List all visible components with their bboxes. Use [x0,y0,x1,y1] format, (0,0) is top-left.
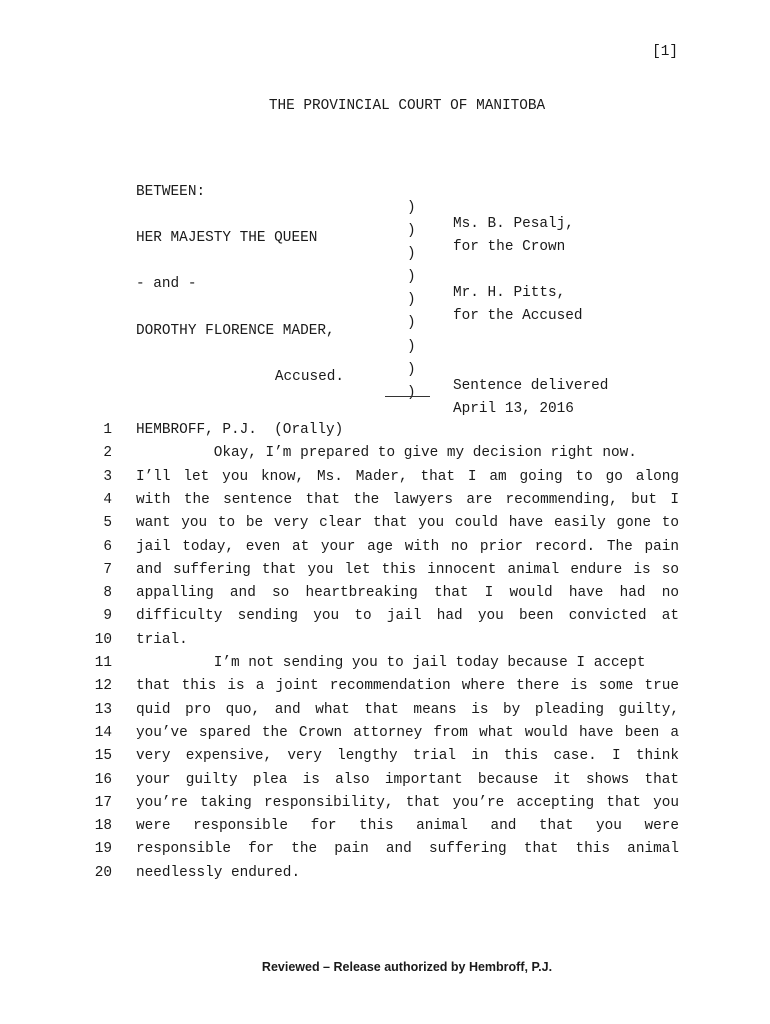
transcript-line [0,539,770,562]
accused-label: Accused. [274,369,344,385]
counsel-label: for the Accused [453,308,583,324]
line-number: 16 [94,771,112,788]
party-label: HER MAJESTY THE QUEEN [136,230,318,246]
line-text: I’ll let you know, Ms. Mader, that I am going to go along [136,468,679,485]
transcript-line [0,725,770,748]
transcript-line [0,655,770,678]
caption-paren: ) [407,292,416,308]
counsel-label: Mr. H. Pitts, [453,285,566,301]
line-number: 13 [94,701,112,718]
line-text: and suffering that you let this innocent animal endure is so [136,561,679,578]
line-number: 2 [103,445,112,462]
party-label: BETWEEN: [136,184,206,200]
caption-paren: ) [407,200,416,216]
transcript-line [0,585,770,608]
party-label: - and - [136,276,197,292]
line-text: I’m not sending you to jail today because I accept [136,655,646,671]
transcript-line [0,818,770,841]
transcript-line [0,865,770,888]
transcript-line [0,678,770,701]
page-number: [1] [652,44,678,60]
transcript-line [0,492,770,515]
line-number: 15 [94,748,112,765]
line-text: want you to be very clear that you could have easily gone to [136,515,679,532]
caption-paren: ) [407,315,416,331]
line-number: 4 [103,491,112,508]
caption-row [136,307,696,355]
line-text: HEMBROFF, P.J. (Orally) [136,422,344,438]
line-number: 17 [94,794,112,811]
transcript-line [0,469,770,492]
line-text: with the sentence that the lawyers are recommending, but I [136,491,679,508]
line-number: 19 [94,841,112,858]
line-number: 3 [103,468,112,485]
transcript-line [0,841,770,864]
court-title: THE PROVINCIAL COURT OF MANITOBA [268,98,546,114]
counsel-label: Ms. B. Pesalj, [453,216,574,232]
caption-paren: ) [407,223,416,239]
line-number: 1 [103,422,112,438]
line-text: jail today, even at your age with no prior record. The pain [136,538,679,555]
line-text: that this is a joint recommendation where there is some true [136,678,679,695]
line-number: 6 [103,538,112,555]
counsel-label: Sentence delivered [453,378,609,394]
line-number: 20 [94,864,112,881]
release-footer: Reviewed – Release authorized by Hembroff, P.J. [261,960,553,974]
line-number: 5 [103,515,112,532]
line-number: 7 [103,561,112,578]
line-number: 10 [94,631,112,648]
transcript-line [0,748,770,771]
line-text: your guilty plea is also important because it shows that [136,771,679,788]
case-caption [136,168,696,417]
line-number: 12 [94,678,112,695]
line-text: Okay, I’m prepared to give my decision right now. [136,445,637,462]
transcript-line [0,772,770,795]
line-text: appalling and so heartbreaking that I would have had no [136,585,679,602]
line-text: responsible for the pain and suffering that this animal [136,841,679,858]
line-text: very expensive, very lengthy trial in this case. I think [136,748,679,765]
caption-paren: ) [407,362,416,378]
party-label: DOROTHY FLORENCE MADER, [136,323,335,339]
caption-paren: ) [407,339,416,355]
line-number: 9 [103,608,112,625]
counsel-label: April 13, 2016 [453,401,574,417]
line-number: 8 [103,585,112,602]
line-text: were responsible for this animal and that you were [136,818,679,835]
line-text: you’re taking responsibility, that you’re accepting that you [136,794,679,811]
caption-paren: ) [407,385,416,401]
line-number: 14 [94,724,112,741]
transcript-line [0,608,770,631]
line-text: difficulty sending you to jail had you been convicted at [136,608,679,625]
transcript-line [0,702,770,725]
transcript-line [0,515,770,538]
caption-row [136,168,696,232]
line-text: quid pro quo, and what that means is by pleading guilty, [136,701,679,718]
line-text: trial. [136,631,188,648]
transcript-line [0,445,770,468]
line-text: you’ve spared the Crown attorney from what would have been a [136,724,679,741]
transcript-line [0,422,770,445]
counsel-label: for the Crown [453,239,566,255]
transcript-line [0,795,770,818]
separator-rule [385,396,430,397]
line-number: 18 [94,818,112,835]
transcript-line [0,632,770,655]
caption-paren: ) [407,246,416,262]
transcript-line [0,562,770,585]
caption-paren: ) [407,269,416,285]
line-text: needlessly endured. [136,864,301,881]
line-number: 11 [94,655,112,671]
